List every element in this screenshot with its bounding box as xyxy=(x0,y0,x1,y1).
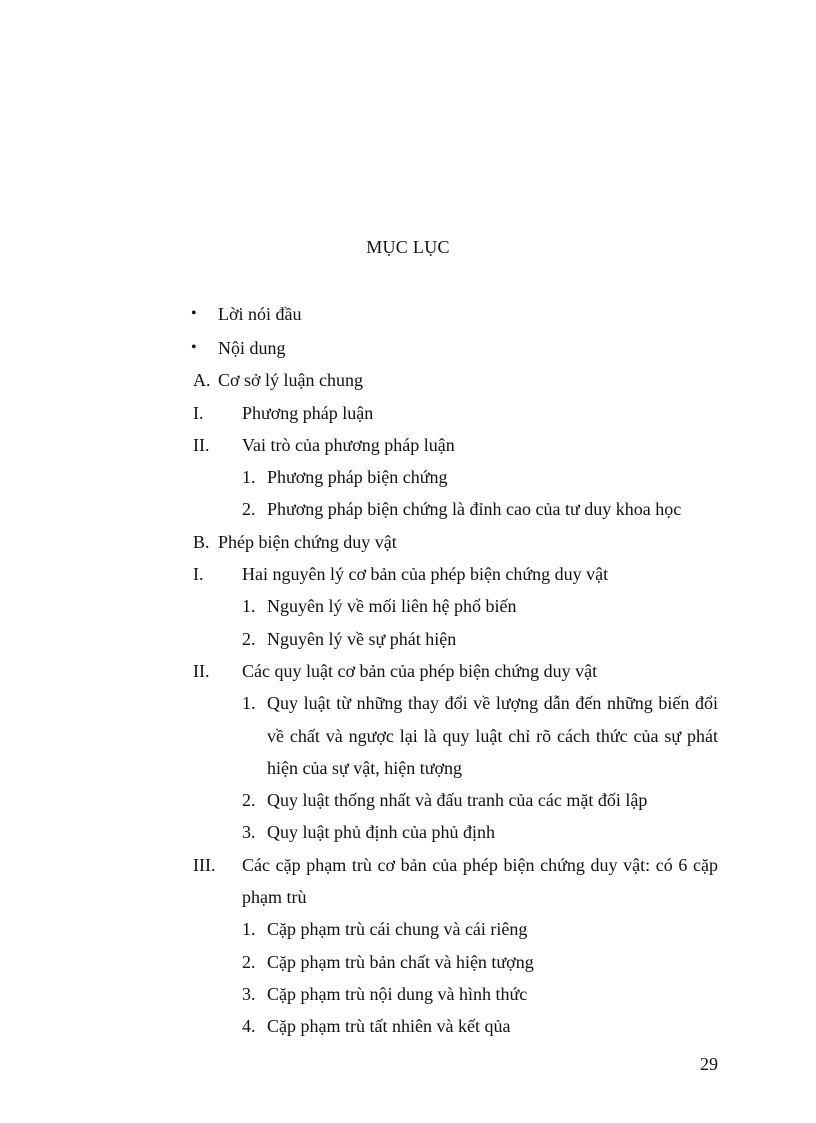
toc-entry-text: Nguyên lý về mối liên hệ phổ biến xyxy=(267,596,517,617)
page-title: MỤC LỤC xyxy=(366,237,450,257)
toc-entry-text: Phương pháp biện chứng xyxy=(267,467,448,488)
toc-entry-text: Các quy luật cơ bản của phép biện chứng duy vật xyxy=(242,660,598,681)
bullet-icon: • xyxy=(191,305,197,322)
toc-entry-text: Quy luật từ những thay đổi về lượng dẫn đến những biến đổi về chất và ngược lại là quy luật chỉ rõ cách thức của sự phát hiện của sự vật, hiện tượng xyxy=(267,693,718,778)
toc-entry-number: 3. xyxy=(242,983,256,1004)
toc-entry-text: Cặp phạm trù nội dung và hình thức xyxy=(267,983,528,1004)
toc-entry xyxy=(0,687,816,784)
table-of-contents xyxy=(0,298,816,1043)
toc-entry xyxy=(0,493,816,525)
toc-entry xyxy=(0,461,816,493)
toc-entry-text: Cơ sở lý luận chung xyxy=(218,370,364,391)
toc-entry-text: Hai nguyên lý cơ bản của phép biện chứng duy vật xyxy=(242,564,609,585)
toc-entry-text: Cặp phạm trù bản chất và hiện tượng xyxy=(267,951,534,972)
toc-entry-text: Cặp phạm trù cái chung và cái riêng xyxy=(267,919,528,940)
toc-entry xyxy=(0,816,816,848)
toc-entry-number: 4. xyxy=(242,1016,256,1037)
bullet-icon: • xyxy=(191,338,197,356)
toc-entry xyxy=(0,849,816,914)
toc-entry-text: Quy luật thống nhất và đấu tranh của các mặt đối lập xyxy=(267,790,648,811)
toc-entry-number: 3. xyxy=(242,822,256,843)
toc-entry xyxy=(0,784,816,816)
toc-entry-text: Quy luật phủ định của phủ định xyxy=(267,822,495,843)
toc-entry xyxy=(0,623,816,655)
toc-entry xyxy=(0,655,816,687)
toc-entry-number: II. xyxy=(193,660,210,681)
toc-entry xyxy=(0,298,816,330)
toc-entry-number: III. xyxy=(193,854,216,875)
toc-entry-text: Nội dung xyxy=(218,337,286,358)
toc-entry xyxy=(0,332,816,364)
toc-entry-text: Vai trò của phương pháp luận xyxy=(242,434,455,455)
toc-entry-number: B. xyxy=(193,531,210,552)
toc-entry-number: A. xyxy=(193,370,211,391)
toc-entry-number: I. xyxy=(193,564,204,585)
toc-entry-text: Lời nói đầu xyxy=(218,304,302,324)
toc-entry-number: 2. xyxy=(242,790,256,811)
toc-entry xyxy=(0,526,816,558)
toc-entry-number: 1. xyxy=(242,467,256,488)
toc-entry-number: 2. xyxy=(242,628,256,649)
toc-entry xyxy=(0,978,816,1010)
toc-entry-number: 2. xyxy=(242,951,256,972)
toc-entry xyxy=(0,364,816,396)
toc-entry-text: Nguyên lý về sự phát hiện xyxy=(267,628,457,649)
toc-entry-number: 2. xyxy=(242,499,256,520)
toc-entry-text: Phương pháp luận xyxy=(242,402,374,423)
page-number: 29 xyxy=(700,1054,718,1074)
toc-entry xyxy=(0,913,816,945)
toc-entry-number: 1. xyxy=(242,919,256,940)
toc-entry-text: Phương pháp biện chứng là đỉnh cao của tư duy khoa học xyxy=(267,499,682,520)
toc-entry-text: Cặp phạm trù tất nhiên và kết qủa xyxy=(267,1016,511,1037)
toc-entry xyxy=(0,1010,816,1042)
toc-entry-number: 1. xyxy=(242,596,256,617)
toc-entry-number: II. xyxy=(193,434,210,455)
toc-entry xyxy=(0,397,816,429)
toc-entry xyxy=(0,590,816,622)
toc-entry-number: 1. xyxy=(242,693,256,714)
toc-entry xyxy=(0,429,816,461)
toc-entry-number: I. xyxy=(193,402,204,423)
toc-entry xyxy=(0,558,816,590)
toc-entry xyxy=(0,946,816,978)
toc-entry-text: Phép biện chứng duy vật xyxy=(218,531,397,552)
toc-entry-text: Các cặp phạm trù cơ bản của phép biện chứng duy vật: có 6 cặp phạm trù xyxy=(242,854,718,908)
